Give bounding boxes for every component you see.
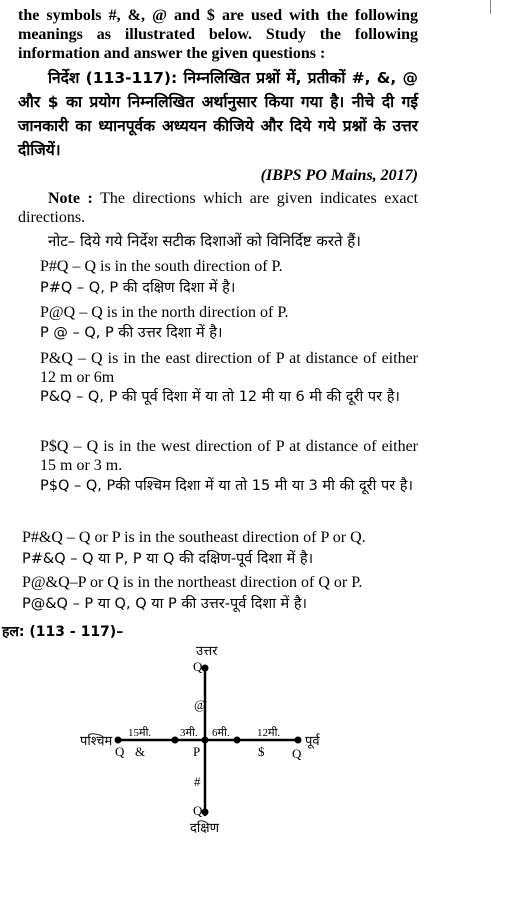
label-q-top: Q <box>193 659 203 674</box>
combo-southeast-en: P#&Q – Q or P is in the southeast direction of P or Q. <box>22 529 366 546</box>
def-north-hi: P @ – Q, P की उत्तर दिशा में है। <box>40 325 223 341</box>
label-south: दक्षिण <box>190 820 219 835</box>
def-east-hi: P&Q – Q, P की पूर्व दिशा में या तो 12 मी या 6 मी की दूरी पर है। <box>40 389 400 405</box>
def-south-en: P#Q – Q is in the south direction of P. <box>40 258 283 275</box>
column-divider <box>490 0 491 14</box>
label-dollar-symbol: $ <box>258 744 265 759</box>
def-west-en: P$Q – Q is in the west direction of P at distance of either 15 m or 3 m. <box>40 438 418 474</box>
def-west-hi: P$Q – Q, Pकी पश्चिम दिशा में या तो 15 मी या 3 मी की दूरी पर है। <box>40 478 413 494</box>
label-north: उत्तर <box>196 643 218 658</box>
note-text: The directions which are given indicates exact directions. <box>18 190 419 226</box>
label-hash-symbol: # <box>194 774 201 789</box>
direction-diagram <box>0 640 512 840</box>
label-6m: 6मी. <box>212 727 230 739</box>
note-label: Note : <box>48 190 93 207</box>
point-q-bottom <box>202 809 209 816</box>
combo-southeast-hi: P#&Q – Q या P, P या Q की दक्षिण-पूर्व दिशा में है। <box>22 551 314 567</box>
point-p-center <box>202 737 209 744</box>
note-hindi: नोट– दिये गये निर्देश सटीक दिशाओं को विनिर्दिष्ट करते हैं। <box>48 232 361 250</box>
def-north-en: P@Q – Q is in the north direction of P. <box>40 304 289 321</box>
label-q-left: Q <box>115 744 125 759</box>
label-15m: 15मी. <box>128 727 152 739</box>
label-3m: 3मी. <box>180 727 198 739</box>
solution-label: हल: (113 - 117)– <box>2 624 124 640</box>
combo-northeast-hi: P@&Q – P या Q, Q या P की उत्तर-पूर्व दिशा में है। <box>22 596 308 612</box>
label-q-bottom: Q <box>193 803 203 818</box>
point-left-3m <box>172 737 179 744</box>
point-q-top <box>202 665 209 672</box>
def-east-en: P&Q – Q is in the east direction of P at distance of either 12 m or 6m <box>40 350 418 386</box>
point-right-6m <box>234 737 241 744</box>
label-q-right: Q <box>292 746 302 761</box>
label-12m: 12मी. <box>257 727 281 739</box>
note-paragraph <box>18 189 418 227</box>
exam-source: (IBPS PO Mains, 2017) <box>260 167 418 184</box>
label-amp-symbol: & <box>135 744 146 759</box>
combo-northeast-en: P@&Q–P or Q is in the northeast direction of Q or P. <box>22 574 363 591</box>
def-south-hi: P#Q – Q, P की दक्षिण दिशा में है। <box>40 280 236 296</box>
label-east: पूर्व <box>305 733 320 748</box>
label-at-symbol: @ <box>194 697 206 712</box>
intro-english: the symbols #, &, @ and $ are used with the following meanings as illustrated below. Study the following information and answer the given questions : <box>18 7 418 62</box>
point-q-right <box>295 737 302 744</box>
intro-hindi: निर्देश (113-117): निम्नलिखित प्रश्नों में, प्रतीकों #, &, @ और $ का प्रयोग निम्नलिखित अर्थानुसार किया गया है। नीचे दी गई जानकारी का ध्यानपूर्वक अध्ययन कीजिये और दिये गये प्रश्नों के उत्तर दीजियें। <box>18 69 418 159</box>
label-west: पश्चिम <box>80 733 113 748</box>
label-p-center: P <box>193 744 201 759</box>
point-q-left <box>115 737 122 744</box>
